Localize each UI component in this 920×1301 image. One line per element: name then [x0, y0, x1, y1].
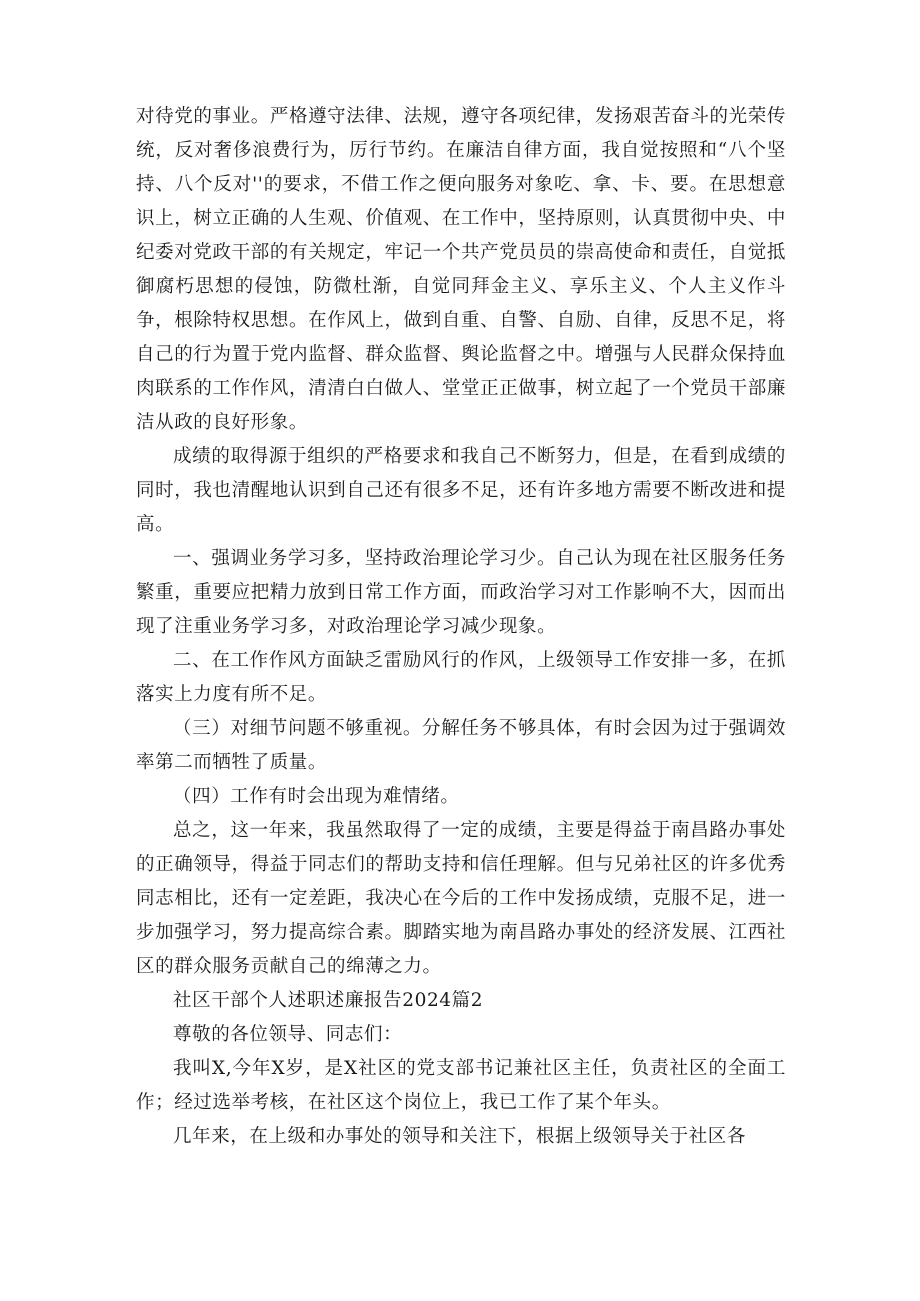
body-paragraph-intro: 我叫X,今年X岁，是X社区的党支部书记兼社区主任，负责社区的全面工作；经过选举考核，在社区这个岗位上，我已工作了某个年头。 [136, 1058, 786, 1113]
shortcoming-item-4: （四）工作有时会出现为难情绪。 [173, 786, 460, 807]
body-paragraph-achievements: 成绩的取得源于组织的严格要求和我自己不断努力，但是，在看到成绩的同时，我也清醒地认识到自己还有很多不足，还有许多地方需要不断改进和提高。 [136, 446, 786, 535]
shortcoming-item-2: 二、在工作作风方面缺乏雷励风行的作风，上级领导工作安排一多，在抓落实上力度有所不足。 [136, 650, 786, 705]
salutation: 尊敬的各位领导、同志们： [173, 1024, 403, 1045]
body-paragraph-continued: 对待党的事业。严格遵守法律、法规，遵守各项纪律，发扬艰苦奋斗的光荣传统，反对奢侈浪费行为，厉行节约。在廉洁自律方面，我自觉按照和“八个坚持、八个反对''的要求，不借工作之便向服务对象吃、拿、卡、要。在思想意识上，树立正确的人生观、价值观、在工作中，坚持原则，认真贯彻中央、中纪委对党政干部的有关规定，牢记一个共产党员员的崇高使命和责任，自觉抵御腐朽思想的侵蚀，防微杜渐，自觉同拜金主义、享乐主义、个人主义作斗争，根除特权思想。在作风上，做到自重、自警、自励、自律，反思不足，将自己的行为置于党内监督、群众监督、舆论监督之中。增强与人民群众保持血肉联系的工作作风，清清白白做人、堂堂正正做事，树立起了一个党员干部廉洁从政的良好形象。 [136, 106, 786, 433]
section-heading: 社区干部个人述职述廉报告2024篇2 [173, 990, 484, 1011]
body-paragraph-years: 几年来，在上级和办事处的领导和关注下，根据上级领导关于社区各 [173, 1126, 747, 1147]
shortcoming-item-3: （三）对细节问题不够重视。分解任务不够具体，有时会因为过于强调效率第二而牺牲了质量。 [136, 718, 786, 773]
shortcoming-item-1: 一、强调业务学习多，坚持政治理论学习少。自己认为现在社区服务任务繁重，重要应把精力放到日常工作方面，而政治学习对工作影响不大，因而出现了注重业务学习多，对政治理论学习减少现象。 [136, 548, 786, 637]
document-page [136, 100, 786, 1154]
body-paragraph-conclusion: 总之，这一年来，我虽然取得了一定的成绩，主要是得益于南昌路办事处的正确领导，得益于同志们的帮助支持和信任理解。但与兄弟社区的许多优秀同志相比，还有一定差距，我决心在今后的工作中发扬成绩，克服不足，进一步加强学习，努力提高综合素。脚踏实地为南昌路办事处的经济发展、江西社区的群众服务贡献自己的绵薄之力。 [136, 820, 786, 977]
